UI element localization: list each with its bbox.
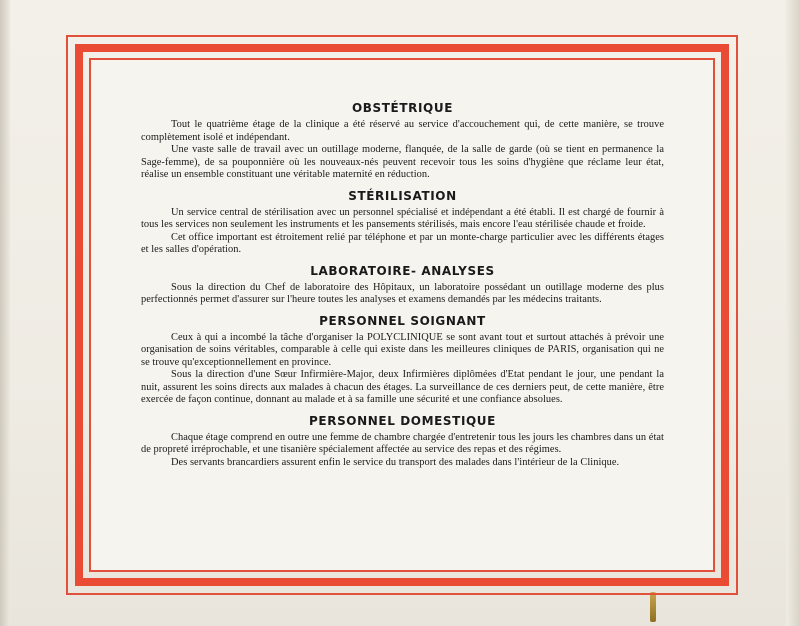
section-personnel-soignant [141,313,664,407]
section-heading: LABORATOIRE- ANALYSES [310,263,495,278]
section-paragraph: Chaque étage comprend en outre une femme de chambre chargée d'entretenir tous les jours les chambres dans un état de propreté irréprochable, et une tisanière spécialement affectée au service des repas et des régimes. [141,431,664,455]
section-paragraph: Sous la direction d'une Sœur Infirmière-Major, deux Infirmières diplômées d'Etat pendant le jour, une pendant la nuit, assurent les soins directs aux malades à chacun des étages. La surveillance de ces derniers peut, de cette manière, être exercée de façon continue, donnant au malade et à sa famille une sécurité et une confiance absolues. [141,369,664,405]
section-paragraph: Sous la direction du Chef de laboratoire des Hôpitaux, un laboratoire possédant un outillage moderne des plus perfectionnés permet d'assurer sur l'heure toutes les analyses et examens demandés par les médecins traitants. [141,281,664,305]
page-left-edge [0,0,10,626]
section-paragraph: Tout le quatrième étage de la clinique a été réservé au service d'accouchement qui, de cette manière, se trouve complètement isolé et indépendant. [141,119,664,143]
section-heading: PERSONNEL SOIGNANT [319,313,486,328]
document-body [141,100,664,475]
section-heading: PERSONNEL DOMESTIQUE [309,413,496,428]
section-personnel-domestique [141,413,664,470]
section-paragraph: Des servants brancardiers assurent enfin le service du transport des malades dans l'intérieur de la Clinique. [171,456,620,468]
page-right-edge [786,0,800,626]
section-laboratoire [141,263,664,307]
section-sterilisation [141,188,664,257]
section-heading: STÉRILISATION [348,188,457,203]
section-paragraph: Ceux à qui a incombé la tâche d'organiser la POLYCLINIQUE se sont avant tout et surtout attachés à prévoir une organisation de soins véritables, comparable à celle qui existe dans les meilleures cliniques de PARIS, organisation qui ne se trouve qu'exceptionnellement en province. [141,331,664,368]
section-paragraph: Un service central de stérilisation avec un personnel spécialisé et indépendant a été établi. Il est chargé de fournir à tous les services non seulement les instruments et les pansements stérilisés, mais encore l'eau stérilisée chaude et froide. [141,206,664,230]
section-heading: OBSTÉTRIQUE [351,101,453,115]
section-paragraph: Une vaste salle de travail avec un outillage moderne, flanquée, de la salle de garde (où se tient en permanence la Sage-femme), de sa pouponnière où les nouveaux-nés peuvent recevoir tous les soins d'hygiène que réclame leur état, réalise un ensemble constituant une véritable maternité en réduction. [141,144,664,180]
section-paragraph: Cet office important est étroitement relié par téléphone et par un monte-charge particulier avec les différents étages et les salles d'opération. [141,231,664,255]
section-obstetrique [141,100,664,182]
bookmark-ribbon [650,592,656,622]
